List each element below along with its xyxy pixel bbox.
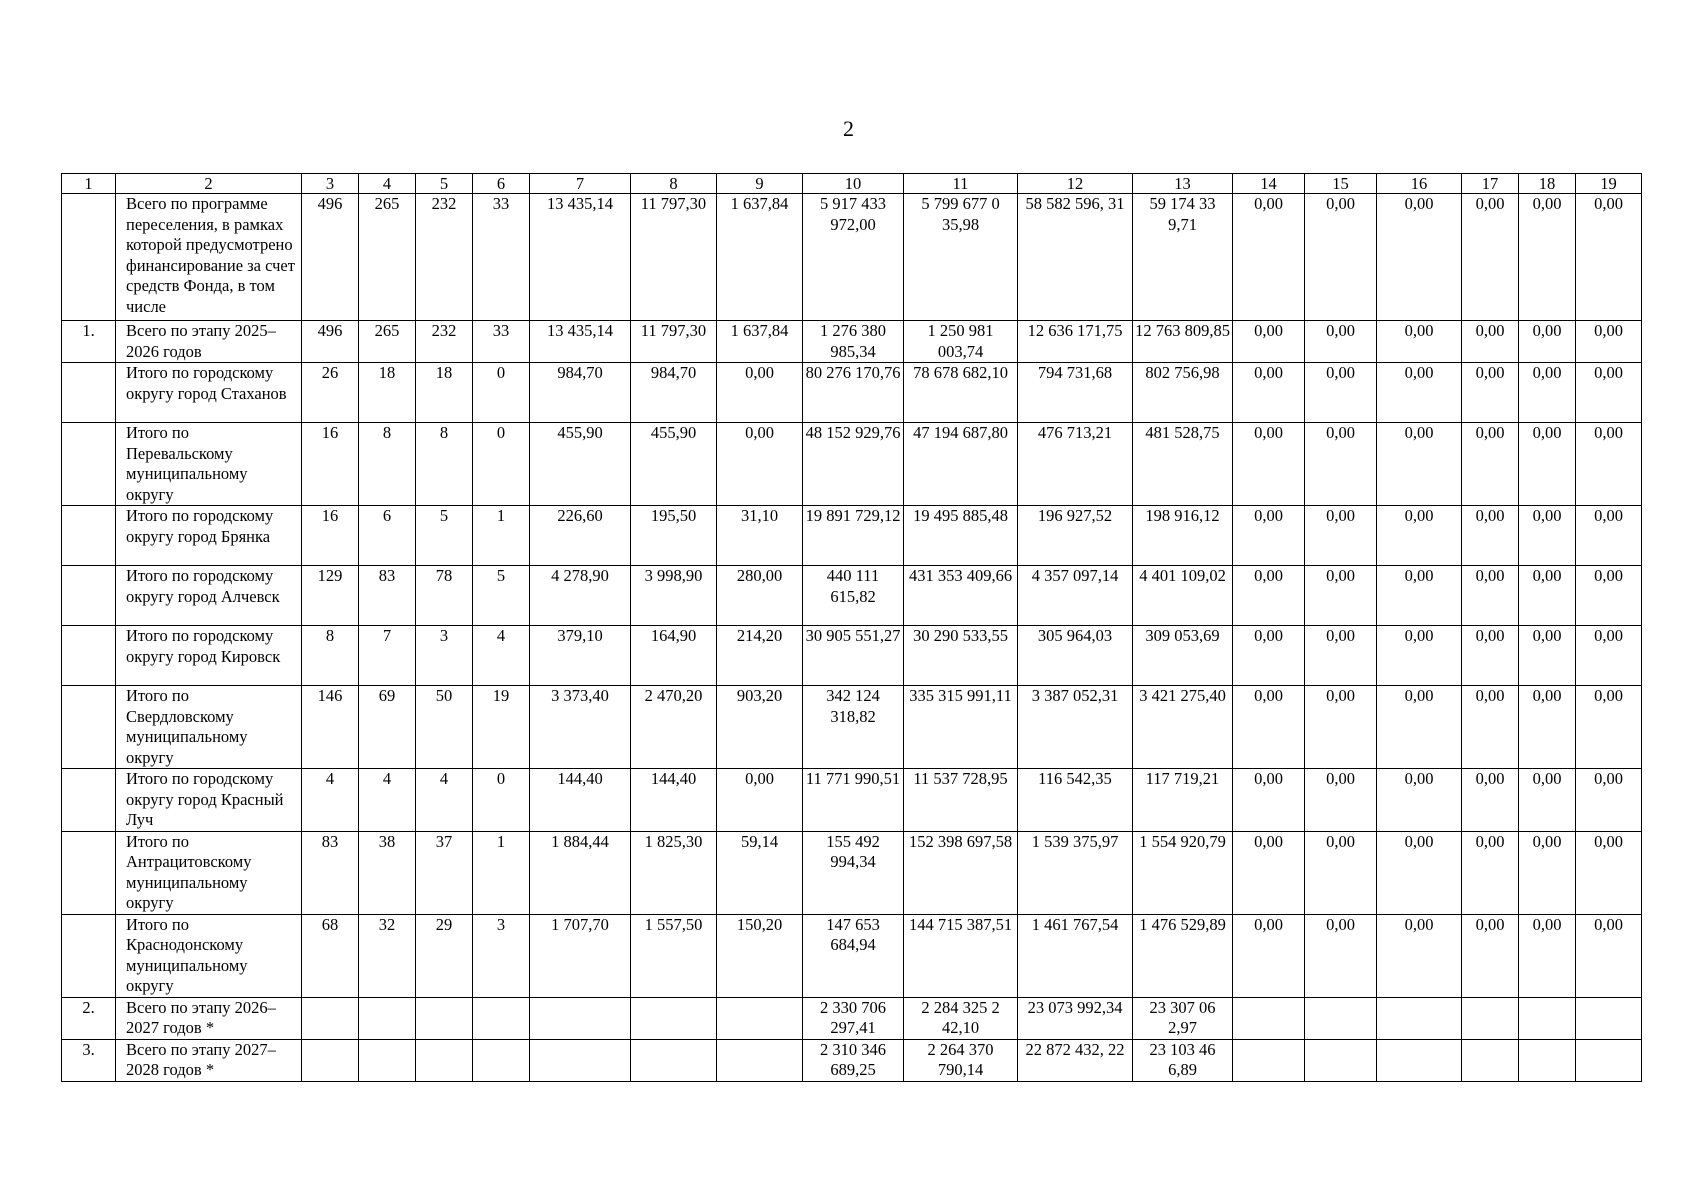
table-row bbox=[62, 769, 1642, 832]
value-cell-col-11: 144 715 387,51 bbox=[904, 914, 1018, 997]
column-number-11: 11 bbox=[904, 174, 1018, 194]
value-cell-col-19: 0,00 bbox=[1576, 423, 1642, 506]
value-cell-col-13: 117 719,21 bbox=[1133, 769, 1233, 832]
value-cell-col-18: 0,00 bbox=[1519, 321, 1576, 363]
value-cell-col-16: 0,00 bbox=[1377, 423, 1462, 506]
value-cell-col-17: 0,00 bbox=[1462, 686, 1519, 769]
value-cell-col-14: 0,00 bbox=[1233, 363, 1305, 423]
value-cell-col-18: 0,00 bbox=[1519, 506, 1576, 566]
column-number-6: 6 bbox=[473, 174, 530, 194]
value-cell-col-5 bbox=[416, 997, 473, 1039]
value-cell-col-18 bbox=[1519, 1039, 1576, 1081]
value-cell-col-18: 0,00 bbox=[1519, 194, 1576, 321]
row-number-cell bbox=[62, 686, 116, 769]
column-number-1: 1 bbox=[62, 174, 116, 194]
value-cell-col-17: 0,00 bbox=[1462, 769, 1519, 832]
value-cell-col-16: 0,00 bbox=[1377, 831, 1462, 914]
value-cell-col-19: 0,00 bbox=[1576, 769, 1642, 832]
table-row bbox=[62, 506, 1642, 566]
value-cell-col-5: 5 bbox=[416, 506, 473, 566]
value-cell-col-13: 23 307 06 2,97 bbox=[1133, 997, 1233, 1039]
value-cell-col-15: 0,00 bbox=[1305, 769, 1377, 832]
value-cell-col-8: 164,90 bbox=[631, 626, 717, 686]
value-cell-col-3 bbox=[302, 997, 359, 1039]
value-cell-col-16: 0,00 bbox=[1377, 321, 1462, 363]
value-cell-col-19: 0,00 bbox=[1576, 686, 1642, 769]
value-cell-col-4: 69 bbox=[359, 686, 416, 769]
value-cell-col-18: 0,00 bbox=[1519, 363, 1576, 423]
value-cell-col-9: 0,00 bbox=[717, 423, 803, 506]
value-cell-col-14: 0,00 bbox=[1233, 506, 1305, 566]
value-cell-col-14: 0,00 bbox=[1233, 566, 1305, 626]
value-cell-col-17: 0,00 bbox=[1462, 363, 1519, 423]
value-cell-col-14: 0,00 bbox=[1233, 686, 1305, 769]
value-cell-col-7: 1 884,44 bbox=[530, 831, 631, 914]
value-cell-col-5: 4 bbox=[416, 769, 473, 832]
row-number-cell bbox=[62, 626, 116, 686]
value-cell-col-5: 18 bbox=[416, 363, 473, 423]
value-cell-col-6: 19 bbox=[473, 686, 530, 769]
value-cell-col-7: 1 707,70 bbox=[530, 914, 631, 997]
value-cell-col-7: 13 435,14 bbox=[530, 194, 631, 321]
value-cell-col-9: 1 637,84 bbox=[717, 194, 803, 321]
value-cell-col-19: 0,00 bbox=[1576, 194, 1642, 321]
value-cell-col-12: 23 073 992,34 bbox=[1018, 997, 1133, 1039]
value-cell-col-8 bbox=[631, 1039, 717, 1081]
value-cell-col-4: 8 bbox=[359, 423, 416, 506]
value-cell-col-9: 903,20 bbox=[717, 686, 803, 769]
value-cell-col-14: 0,00 bbox=[1233, 321, 1305, 363]
value-cell-col-13: 59 174 33 9,71 bbox=[1133, 194, 1233, 321]
value-cell-col-13: 309 053,69 bbox=[1133, 626, 1233, 686]
table-row bbox=[62, 831, 1642, 914]
column-number-12: 12 bbox=[1018, 174, 1133, 194]
row-name-cell: Итого по городскому округу город Кировск bbox=[116, 626, 302, 686]
value-cell-col-16: 0,00 bbox=[1377, 363, 1462, 423]
value-cell-col-10: 440 111 615,82 bbox=[803, 566, 904, 626]
row-name-cell: Итого по Антрацитовскому муниципальному округу bbox=[116, 831, 302, 914]
value-cell-col-11: 5 799 677 0 35,98 bbox=[904, 194, 1018, 321]
value-cell-col-7: 4 278,90 bbox=[530, 566, 631, 626]
value-cell-col-7 bbox=[530, 997, 631, 1039]
value-cell-col-5: 78 bbox=[416, 566, 473, 626]
column-number-18: 18 bbox=[1519, 174, 1576, 194]
value-cell-col-10: 342 124 318,82 bbox=[803, 686, 904, 769]
row-number-cell bbox=[62, 769, 116, 832]
value-cell-col-8: 11 797,30 bbox=[631, 194, 717, 321]
column-number-7: 7 bbox=[530, 174, 631, 194]
value-cell-col-3: 83 bbox=[302, 831, 359, 914]
value-cell-col-16: 0,00 bbox=[1377, 506, 1462, 566]
value-cell-col-3 bbox=[302, 1039, 359, 1081]
value-cell-col-4: 4 bbox=[359, 769, 416, 832]
table-row bbox=[62, 914, 1642, 997]
value-cell-col-14 bbox=[1233, 1039, 1305, 1081]
value-cell-col-11: 335 315 991,11 bbox=[904, 686, 1018, 769]
value-cell-col-10: 5 917 433 972,00 bbox=[803, 194, 904, 321]
value-cell-col-15: 0,00 bbox=[1305, 194, 1377, 321]
row-name-cell: Итого по Краснодонскому муниципальному округу bbox=[116, 914, 302, 997]
value-cell-col-12: 305 964,03 bbox=[1018, 626, 1133, 686]
value-cell-col-7: 13 435,14 bbox=[530, 321, 631, 363]
value-cell-col-11: 1 250 981 003,74 bbox=[904, 321, 1018, 363]
value-cell-col-17 bbox=[1462, 1039, 1519, 1081]
table-row bbox=[62, 1039, 1642, 1081]
column-number-row bbox=[62, 174, 1642, 194]
row-number-cell bbox=[62, 506, 116, 566]
value-cell-col-15: 0,00 bbox=[1305, 914, 1377, 997]
column-number-4: 4 bbox=[359, 174, 416, 194]
value-cell-col-13: 4 401 109,02 bbox=[1133, 566, 1233, 626]
table-row bbox=[62, 363, 1642, 423]
value-cell-col-14: 0,00 bbox=[1233, 423, 1305, 506]
value-cell-col-14: 0,00 bbox=[1233, 831, 1305, 914]
value-cell-col-19: 0,00 bbox=[1576, 566, 1642, 626]
value-cell-col-5: 232 bbox=[416, 321, 473, 363]
value-cell-col-13: 23 103 46 6,89 bbox=[1133, 1039, 1233, 1081]
row-number-cell bbox=[62, 831, 116, 914]
value-cell-col-19: 0,00 bbox=[1576, 363, 1642, 423]
row-number-cell bbox=[62, 363, 116, 423]
value-cell-col-9: 59,14 bbox=[717, 831, 803, 914]
value-cell-col-12: 1 539 375,97 bbox=[1018, 831, 1133, 914]
value-cell-col-19: 0,00 bbox=[1576, 321, 1642, 363]
value-cell-col-18: 0,00 bbox=[1519, 686, 1576, 769]
value-cell-col-8: 984,70 bbox=[631, 363, 717, 423]
column-number-10: 10 bbox=[803, 174, 904, 194]
value-cell-col-9: 0,00 bbox=[717, 769, 803, 832]
value-cell-col-6: 4 bbox=[473, 626, 530, 686]
value-cell-col-13: 12 763 809,85 bbox=[1133, 321, 1233, 363]
value-cell-col-11: 431 353 409,66 bbox=[904, 566, 1018, 626]
value-cell-col-16 bbox=[1377, 997, 1462, 1039]
value-cell-col-11: 2 284 325 2 42,10 bbox=[904, 997, 1018, 1039]
table-row bbox=[62, 321, 1642, 363]
value-cell-col-5: 8 bbox=[416, 423, 473, 506]
column-number-8: 8 bbox=[631, 174, 717, 194]
value-cell-col-6: 0 bbox=[473, 363, 530, 423]
value-cell-col-5: 3 bbox=[416, 626, 473, 686]
column-number-2: 2 bbox=[116, 174, 302, 194]
value-cell-col-3: 26 bbox=[302, 363, 359, 423]
value-cell-col-14: 0,00 bbox=[1233, 769, 1305, 832]
row-number-cell bbox=[62, 566, 116, 626]
table-row bbox=[62, 566, 1642, 626]
value-cell-col-3: 146 bbox=[302, 686, 359, 769]
value-cell-col-12: 1 461 767,54 bbox=[1018, 914, 1133, 997]
value-cell-col-17 bbox=[1462, 997, 1519, 1039]
value-cell-col-18: 0,00 bbox=[1519, 423, 1576, 506]
value-cell-col-17: 0,00 bbox=[1462, 831, 1519, 914]
value-cell-col-4: 6 bbox=[359, 506, 416, 566]
value-cell-col-6: 0 bbox=[473, 769, 530, 832]
value-cell-col-8: 3 998,90 bbox=[631, 566, 717, 626]
value-cell-col-6 bbox=[473, 997, 530, 1039]
value-cell-col-18: 0,00 bbox=[1519, 831, 1576, 914]
value-cell-col-7 bbox=[530, 1039, 631, 1081]
value-cell-col-18 bbox=[1519, 997, 1576, 1039]
value-cell-col-13: 198 916,12 bbox=[1133, 506, 1233, 566]
value-cell-col-14: 0,00 bbox=[1233, 914, 1305, 997]
column-number-9: 9 bbox=[717, 174, 803, 194]
value-cell-col-4: 83 bbox=[359, 566, 416, 626]
value-cell-col-9: 0,00 bbox=[717, 363, 803, 423]
value-cell-col-15: 0,00 bbox=[1305, 626, 1377, 686]
value-cell-col-12: 116 542,35 bbox=[1018, 769, 1133, 832]
value-cell-col-16: 0,00 bbox=[1377, 194, 1462, 321]
value-cell-col-3: 4 bbox=[302, 769, 359, 832]
value-cell-col-16: 0,00 bbox=[1377, 566, 1462, 626]
row-name-cell: Итого по городскому округу город Стаханов bbox=[116, 363, 302, 423]
column-number-14: 14 bbox=[1233, 174, 1305, 194]
value-cell-col-6 bbox=[473, 1039, 530, 1081]
column-number-5: 5 bbox=[416, 174, 473, 194]
value-cell-col-6: 1 bbox=[473, 831, 530, 914]
value-cell-col-16 bbox=[1377, 1039, 1462, 1081]
value-cell-col-5: 232 bbox=[416, 194, 473, 321]
row-name-cell: Итого по Перевальскому муниципальному округу bbox=[116, 423, 302, 506]
value-cell-col-16: 0,00 bbox=[1377, 626, 1462, 686]
row-number-cell: 2. bbox=[62, 997, 116, 1039]
value-cell-col-10: 147 653 684,94 bbox=[803, 914, 904, 997]
value-cell-col-8: 144,40 bbox=[631, 769, 717, 832]
value-cell-col-13: 802 756,98 bbox=[1133, 363, 1233, 423]
value-cell-col-9: 280,00 bbox=[717, 566, 803, 626]
value-cell-col-4: 265 bbox=[359, 194, 416, 321]
value-cell-col-6: 0 bbox=[473, 423, 530, 506]
row-name-cell: Всего по этапу 2026–2027 годов * bbox=[116, 997, 302, 1039]
value-cell-col-18: 0,00 bbox=[1519, 769, 1576, 832]
value-cell-col-10: 30 905 551,27 bbox=[803, 626, 904, 686]
value-cell-col-19 bbox=[1576, 997, 1642, 1039]
row-number-cell: 3. bbox=[62, 1039, 116, 1081]
value-cell-col-19 bbox=[1576, 1039, 1642, 1081]
value-cell-col-19: 0,00 bbox=[1576, 831, 1642, 914]
value-cell-col-10: 80 276 170,76 bbox=[803, 363, 904, 423]
value-cell-col-9 bbox=[717, 997, 803, 1039]
value-cell-col-12: 476 713,21 bbox=[1018, 423, 1133, 506]
table-row bbox=[62, 626, 1642, 686]
value-cell-col-15: 0,00 bbox=[1305, 321, 1377, 363]
value-cell-col-17: 0,00 bbox=[1462, 626, 1519, 686]
value-cell-col-14: 0,00 bbox=[1233, 626, 1305, 686]
value-cell-col-9: 31,10 bbox=[717, 506, 803, 566]
row-name-cell: Итого по городскому округу город Брянка bbox=[116, 506, 302, 566]
value-cell-col-12: 4 357 097,14 bbox=[1018, 566, 1133, 626]
value-cell-col-12: 58 582 596, 31 bbox=[1018, 194, 1133, 321]
value-cell-col-8: 195,50 bbox=[631, 506, 717, 566]
value-cell-col-7: 144,40 bbox=[530, 769, 631, 832]
value-cell-col-13: 1 476 529,89 bbox=[1133, 914, 1233, 997]
value-cell-col-6: 33 bbox=[473, 194, 530, 321]
column-number-15: 15 bbox=[1305, 174, 1377, 194]
row-number-cell bbox=[62, 194, 116, 321]
value-cell-col-4: 32 bbox=[359, 914, 416, 997]
row-name-cell: Всего по этапу 2025–2026 годов bbox=[116, 321, 302, 363]
value-cell-col-19: 0,00 bbox=[1576, 506, 1642, 566]
value-cell-col-17: 0,00 bbox=[1462, 194, 1519, 321]
value-cell-col-3: 8 bbox=[302, 626, 359, 686]
value-cell-col-3: 129 bbox=[302, 566, 359, 626]
value-cell-col-11: 78 678 682,10 bbox=[904, 363, 1018, 423]
value-cell-col-3: 16 bbox=[302, 506, 359, 566]
value-cell-col-6: 3 bbox=[473, 914, 530, 997]
value-cell-col-9: 214,20 bbox=[717, 626, 803, 686]
value-cell-col-10: 19 891 729,12 bbox=[803, 506, 904, 566]
value-cell-col-15 bbox=[1305, 1039, 1377, 1081]
value-cell-col-18: 0,00 bbox=[1519, 626, 1576, 686]
value-cell-col-4 bbox=[359, 1039, 416, 1081]
value-cell-col-12: 794 731,68 bbox=[1018, 363, 1133, 423]
column-number-17: 17 bbox=[1462, 174, 1519, 194]
table-row bbox=[62, 194, 1642, 321]
table-row bbox=[62, 686, 1642, 769]
value-cell-col-8: 11 797,30 bbox=[631, 321, 717, 363]
column-number-3: 3 bbox=[302, 174, 359, 194]
value-cell-col-17: 0,00 bbox=[1462, 914, 1519, 997]
value-cell-col-15: 0,00 bbox=[1305, 423, 1377, 506]
value-cell-col-8 bbox=[631, 997, 717, 1039]
value-cell-col-15: 0,00 bbox=[1305, 363, 1377, 423]
value-cell-col-11: 19 495 885,48 bbox=[904, 506, 1018, 566]
table-row bbox=[62, 423, 1642, 506]
row-name-cell: Итого по городскому округу город Алчевск bbox=[116, 566, 302, 626]
value-cell-col-8: 455,90 bbox=[631, 423, 717, 506]
value-cell-col-10: 1 276 380 985,34 bbox=[803, 321, 904, 363]
value-cell-col-15 bbox=[1305, 997, 1377, 1039]
value-cell-col-12: 196 927,52 bbox=[1018, 506, 1133, 566]
value-cell-col-8: 1 825,30 bbox=[631, 831, 717, 914]
value-cell-col-12: 3 387 052,31 bbox=[1018, 686, 1133, 769]
value-cell-col-7: 455,90 bbox=[530, 423, 631, 506]
value-cell-col-5: 37 bbox=[416, 831, 473, 914]
value-cell-col-11: 2 264 370 790,14 bbox=[904, 1039, 1018, 1081]
value-cell-col-3: 16 bbox=[302, 423, 359, 506]
value-cell-col-6: 33 bbox=[473, 321, 530, 363]
row-number-cell bbox=[62, 914, 116, 997]
row-name-cell: Итого по Свердловскому муниципальному округу bbox=[116, 686, 302, 769]
value-cell-col-7: 984,70 bbox=[530, 363, 631, 423]
value-cell-col-18: 0,00 bbox=[1519, 914, 1576, 997]
value-cell-col-9: 1 637,84 bbox=[717, 321, 803, 363]
value-cell-col-17: 0,00 bbox=[1462, 423, 1519, 506]
table-body bbox=[62, 194, 1642, 1082]
value-cell-col-5: 29 bbox=[416, 914, 473, 997]
value-cell-col-16: 0,00 bbox=[1377, 686, 1462, 769]
table-row bbox=[62, 997, 1642, 1039]
value-cell-col-8: 1 557,50 bbox=[631, 914, 717, 997]
value-cell-col-7: 226,60 bbox=[530, 506, 631, 566]
value-cell-col-11: 152 398 697,58 bbox=[904, 831, 1018, 914]
row-number-cell: 1. bbox=[62, 321, 116, 363]
value-cell-col-16: 0,00 bbox=[1377, 914, 1462, 997]
value-cell-col-10: 2 310 346 689,25 bbox=[803, 1039, 904, 1081]
resettlement-table bbox=[61, 173, 1642, 1082]
value-cell-col-11: 11 537 728,95 bbox=[904, 769, 1018, 832]
value-cell-col-10: 155 492 994,34 bbox=[803, 831, 904, 914]
value-cell-col-7: 3 373,40 bbox=[530, 686, 631, 769]
row-name-cell: Итого по городскому округу город Красный Луч bbox=[116, 769, 302, 832]
value-cell-col-15: 0,00 bbox=[1305, 506, 1377, 566]
row-number-cell bbox=[62, 423, 116, 506]
value-cell-col-3: 496 bbox=[302, 194, 359, 321]
value-cell-col-10: 48 152 929,76 bbox=[803, 423, 904, 506]
value-cell-col-10: 11 771 990,51 bbox=[803, 769, 904, 832]
value-cell-col-10: 2 330 706 297,41 bbox=[803, 997, 904, 1039]
row-name-cell: Всего по программе переселения, в рамках которой предусмотрено финансирование за счет средств Фонда, в том числе bbox=[116, 194, 302, 321]
value-cell-col-4: 7 bbox=[359, 626, 416, 686]
value-cell-col-4: 18 bbox=[359, 363, 416, 423]
value-cell-col-14 bbox=[1233, 997, 1305, 1039]
value-cell-col-14: 0,00 bbox=[1233, 194, 1305, 321]
value-cell-col-5: 50 bbox=[416, 686, 473, 769]
value-cell-col-4: 265 bbox=[359, 321, 416, 363]
column-number-16: 16 bbox=[1377, 174, 1462, 194]
value-cell-col-6: 1 bbox=[473, 506, 530, 566]
row-name-cell: Всего по этапу 2027–2028 годов * bbox=[116, 1039, 302, 1081]
value-cell-col-15: 0,00 bbox=[1305, 566, 1377, 626]
value-cell-col-4: 38 bbox=[359, 831, 416, 914]
value-cell-col-19: 0,00 bbox=[1576, 626, 1642, 686]
value-cell-col-11: 30 290 533,55 bbox=[904, 626, 1018, 686]
value-cell-col-7: 379,10 bbox=[530, 626, 631, 686]
value-cell-col-13: 1 554 920,79 bbox=[1133, 831, 1233, 914]
value-cell-col-3: 496 bbox=[302, 321, 359, 363]
value-cell-col-16: 0,00 bbox=[1377, 769, 1462, 832]
value-cell-col-4 bbox=[359, 997, 416, 1039]
value-cell-col-6: 5 bbox=[473, 566, 530, 626]
value-cell-col-13: 3 421 275,40 bbox=[1133, 686, 1233, 769]
page-number: 2 bbox=[843, 116, 854, 141]
value-cell-col-15: 0,00 bbox=[1305, 686, 1377, 769]
value-cell-col-18: 0,00 bbox=[1519, 566, 1576, 626]
value-cell-col-12: 12 636 171,75 bbox=[1018, 321, 1133, 363]
value-cell-col-8: 2 470,20 bbox=[631, 686, 717, 769]
value-cell-col-17: 0,00 bbox=[1462, 506, 1519, 566]
value-cell-col-5 bbox=[416, 1039, 473, 1081]
column-number-13: 13 bbox=[1133, 174, 1233, 194]
value-cell-col-19: 0,00 bbox=[1576, 914, 1642, 997]
value-cell-col-3: 68 bbox=[302, 914, 359, 997]
value-cell-col-11: 47 194 687,80 bbox=[904, 423, 1018, 506]
value-cell-col-12: 22 872 432, 22 bbox=[1018, 1039, 1133, 1081]
value-cell-col-15: 0,00 bbox=[1305, 831, 1377, 914]
value-cell-col-9: 150,20 bbox=[717, 914, 803, 997]
value-cell-col-17: 0,00 bbox=[1462, 321, 1519, 363]
value-cell-col-17: 0,00 bbox=[1462, 566, 1519, 626]
value-cell-col-9 bbox=[717, 1039, 803, 1081]
column-number-19: 19 bbox=[1576, 174, 1642, 194]
value-cell-col-13: 481 528,75 bbox=[1133, 423, 1233, 506]
